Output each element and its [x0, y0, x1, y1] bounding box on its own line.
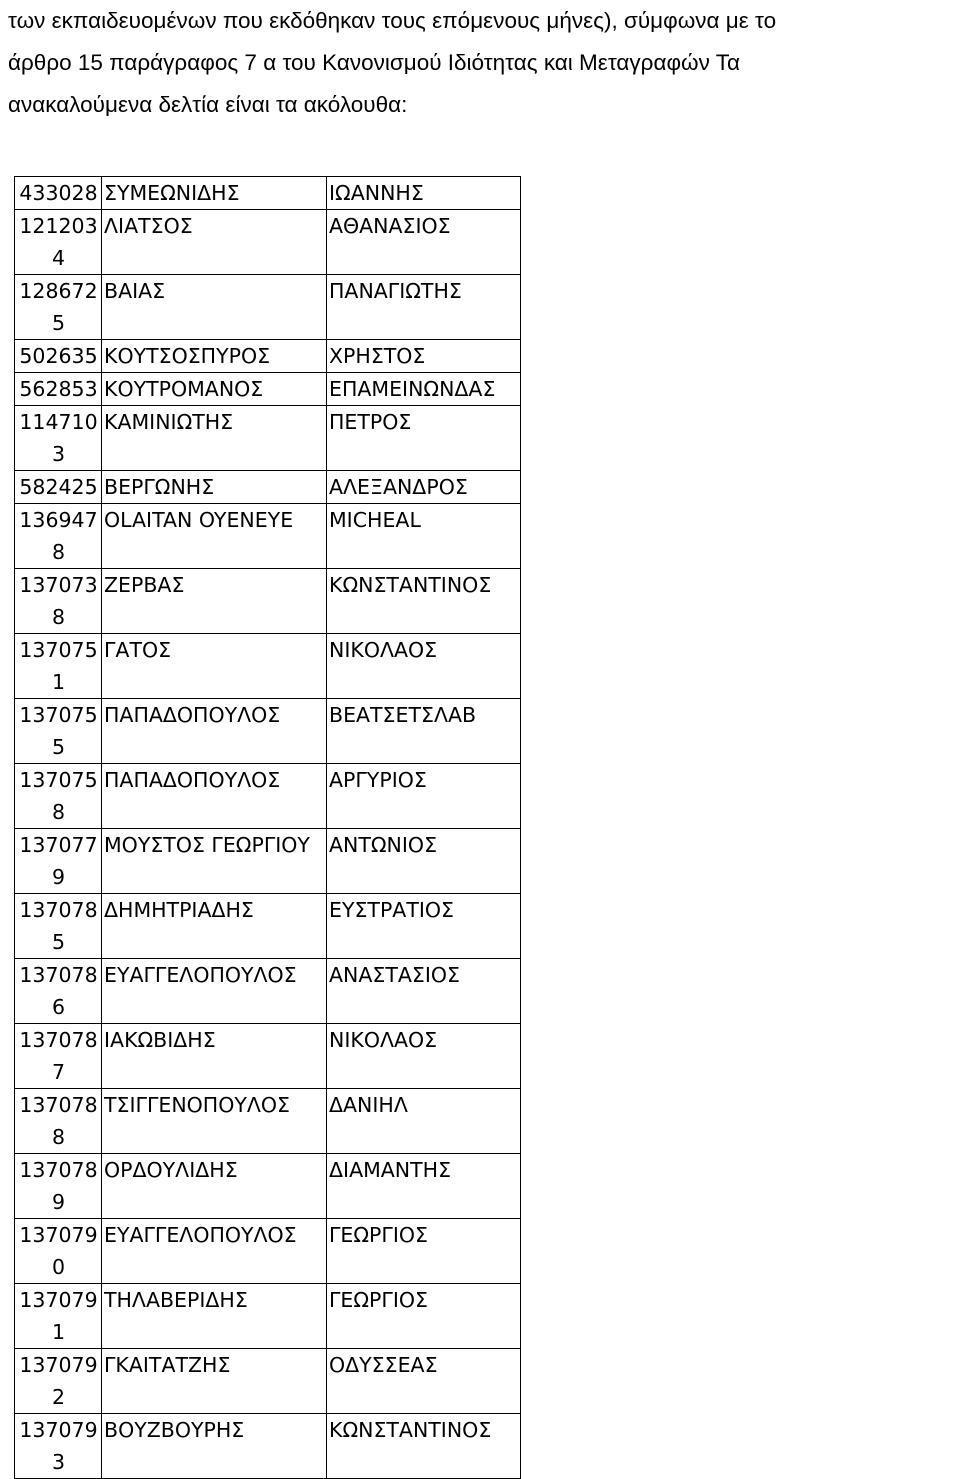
registration-number-cell: 582425	[15, 471, 102, 504]
registration-number-cell: 1370792	[15, 1349, 102, 1414]
registration-number-cell: 1212034	[15, 210, 102, 275]
table-row	[15, 959, 521, 1024]
surname-cell: ΕΥΑΓΓΕΛΟΠΟΥΛΟΣ	[102, 959, 327, 1024]
registration-number-cell: 1370779	[15, 829, 102, 894]
surname-cell: ΛΙΑΤΣΟΣ	[102, 210, 327, 275]
surname-cell: ΚΟΥΤΣΟΣΠΥΡΟΣ	[102, 340, 327, 373]
table-row	[15, 829, 521, 894]
first-name-cell: ΝΙΚΟΛΑΟΣ	[327, 634, 521, 699]
table-row	[15, 1154, 521, 1219]
first-name-cell: ΑΝΑΣΤΑΣΙΟΣ	[327, 959, 521, 1024]
registration-number-cell: 502635	[15, 340, 102, 373]
intro-paragraph	[8, 0, 958, 126]
table-row	[15, 210, 521, 275]
registration-number-cell: 1286725	[15, 275, 102, 340]
registration-number-cell: 1370789	[15, 1154, 102, 1219]
table-row	[15, 1219, 521, 1284]
registration-number-cell: 1370787	[15, 1024, 102, 1089]
table-row	[15, 1349, 521, 1414]
table-row	[15, 764, 521, 829]
registration-number-cell: 1370755	[15, 699, 102, 764]
table-row	[15, 406, 521, 471]
first-name-cell: ΕΠΑΜΕΙΝΩΝΔΑΣ	[327, 373, 521, 406]
first-name-cell: ΟΔΥΣΣΕΑΣ	[327, 1349, 521, 1414]
first-name-cell: ΝΙΚΟΛΑΟΣ	[327, 1024, 521, 1089]
surname-cell: ΓΚΑΙΤΑΤΖΗΣ	[102, 1349, 327, 1414]
first-name-cell: ΔΙΑΜΑΝΤΗΣ	[327, 1154, 521, 1219]
first-name-cell: ΓΕΩΡΓΙΟΣ	[327, 1284, 521, 1349]
intro-line: άρθρο 15 παράγραφος 7 α του Κανονισμού Ιδιότητας και Μεταγραφών Τα	[8, 50, 740, 75]
surname-cell: ΜΟΥΣΤΟΣ ΓΕΩΡΓΙΟΥ	[102, 829, 327, 894]
first-name-cell: ΑΘΑΝΑΣΙΟΣ	[327, 210, 521, 275]
surname-cell: ΚΑΜΙΝΙΩΤΗΣ	[102, 406, 327, 471]
table-row	[15, 177, 521, 210]
table-row	[15, 1284, 521, 1349]
surname-cell: ΠΑΠΑΔΟΠΟΥΛΟΣ	[102, 764, 327, 829]
registration-number-cell: 1147103	[15, 406, 102, 471]
table-row	[15, 634, 521, 699]
surname-cell: ΤΗΛΑΒΕΡΙΔΗΣ	[102, 1284, 327, 1349]
registration-number-cell: 562853	[15, 373, 102, 406]
table-row	[15, 699, 521, 764]
surname-cell: ΤΣΙΓΓΕΝΟΠΟΥΛΟΣ	[102, 1089, 327, 1154]
first-name-cell: ΑΡΓΥΡΙΟΣ	[327, 764, 521, 829]
first-name-cell: ΑΝΤΩΝΙΟΣ	[327, 829, 521, 894]
surname-cell: ΚΟΥΤΡΟΜΑΝΟΣ	[102, 373, 327, 406]
first-name-cell: ΑΛΕΞΑΝΔΡΟΣ	[327, 471, 521, 504]
table-row	[15, 340, 521, 373]
registration-number-cell: 1370751	[15, 634, 102, 699]
surname-cell: ΒΟΥΖΒΟΥΡΗΣ	[102, 1414, 327, 1479]
first-name-cell: ΠΑΝΑΓΙΩΤΗΣ	[327, 275, 521, 340]
registration-number-cell: 1370788	[15, 1089, 102, 1154]
registration-number-cell: 1370790	[15, 1219, 102, 1284]
table-row	[15, 1089, 521, 1154]
intro-line: ανακαλούμενα δελτία είναι τα ακόλουθα:	[8, 92, 408, 117]
registration-number-cell: 1370793	[15, 1414, 102, 1479]
table-row	[15, 373, 521, 406]
registration-number-cell: 1370758	[15, 764, 102, 829]
table-row	[15, 504, 521, 569]
first-name-cell: ΔΑΝΙΗΛ	[327, 1089, 521, 1154]
table-row	[15, 275, 521, 340]
registration-number-cell: 1369478	[15, 504, 102, 569]
first-name-cell: ΕΥΣΤΡΑΤΙΟΣ	[327, 894, 521, 959]
surname-cell: ΣΥΜΕΩΝΙΔΗΣ	[102, 177, 327, 210]
surname-cell: ΕΥΑΓΓΕΛΟΠΟΥΛΟΣ	[102, 1219, 327, 1284]
first-name-cell: MICHEAL	[327, 504, 521, 569]
intro-line: των εκπαιδευομένων που εκδόθηκαν τους επόμενους μήνες), σύμφωνα με το	[8, 8, 777, 33]
table-row	[15, 471, 521, 504]
registration-number-cell: 433028	[15, 177, 102, 210]
surname-cell: OLAITAN OYENEYE	[102, 504, 327, 569]
registration-number-cell: 1370785	[15, 894, 102, 959]
registration-number-cell: 1370786	[15, 959, 102, 1024]
surname-cell: ΠΑΠΑΔΟΠΟΥΛΟΣ	[102, 699, 327, 764]
surname-cell: ΔΗΜΗΤΡΙΑΔΗΣ	[102, 894, 327, 959]
first-name-cell: ΒΕΑΤΣΕΤΣΛΑΒ	[327, 699, 521, 764]
first-name-cell: ΚΩΝΣΤΑΝΤΙΝΟΣ	[327, 1414, 521, 1479]
table-row	[15, 1024, 521, 1089]
surname-cell: ΓΑΤΟΣ	[102, 634, 327, 699]
table-row	[15, 894, 521, 959]
first-name-cell: ΠΕΤΡΟΣ	[327, 406, 521, 471]
registration-number-cell: 1370738	[15, 569, 102, 634]
surname-cell: ΒΑΙΑΣ	[102, 275, 327, 340]
surname-cell: ΟΡΔΟΥΛΙΔΗΣ	[102, 1154, 327, 1219]
surname-cell: ΙΑΚΩΒΙΔΗΣ	[102, 1024, 327, 1089]
surname-cell: ΖΕΡΒΑΣ	[102, 569, 327, 634]
first-name-cell: ΙΩΑΝΝΗΣ	[327, 177, 521, 210]
revoked-cards-table	[14, 176, 521, 1479]
first-name-cell: ΚΩΝΣΤΑΝΤΙΝΟΣ	[327, 569, 521, 634]
surname-cell: ΒΕΡΓΩΝΗΣ	[102, 471, 327, 504]
first-name-cell: ΧΡΗΣΤΟΣ	[327, 340, 521, 373]
table-body	[15, 177, 521, 1479]
table-row	[15, 1414, 521, 1479]
table-row	[15, 569, 521, 634]
first-name-cell: ΓΕΩΡΓΙΟΣ	[327, 1219, 521, 1284]
registration-number-cell: 1370791	[15, 1284, 102, 1349]
